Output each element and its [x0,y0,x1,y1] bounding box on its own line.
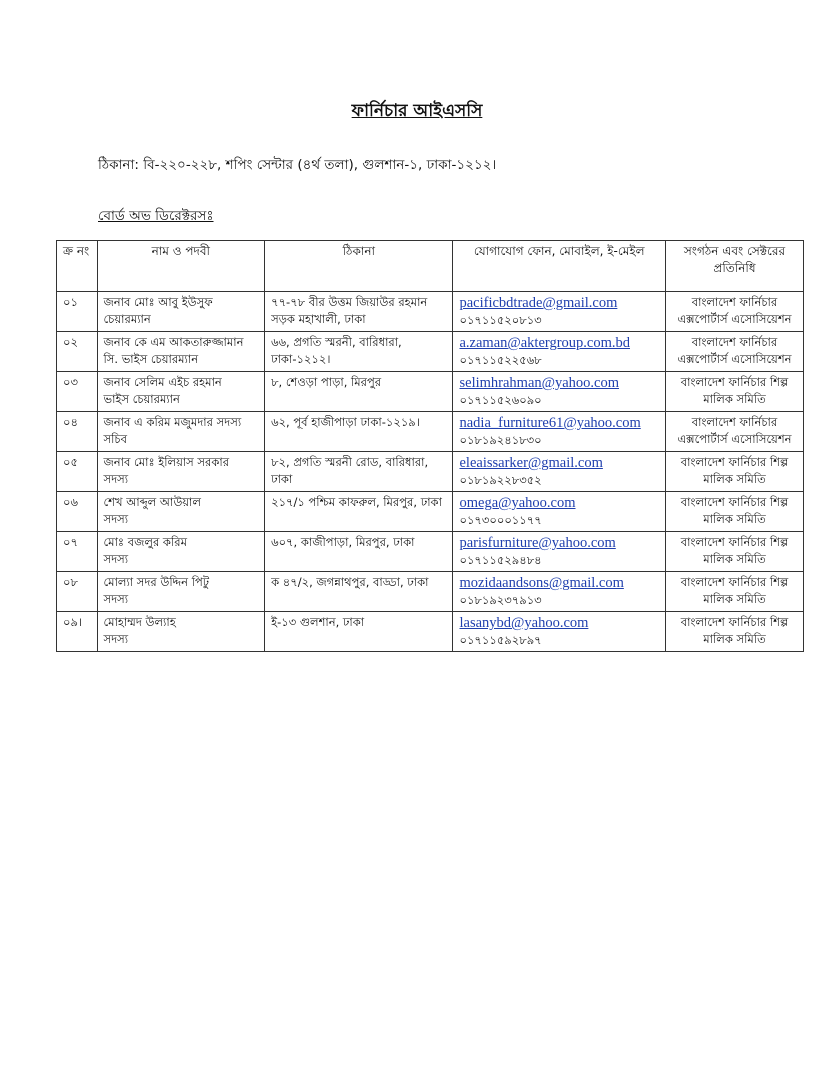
address-cell: ৬০৭, কাজীপাড়া, মিরপুর, ঢাকা [265,532,453,572]
serial: ০৬ [63,495,78,509]
name-cell [97,612,265,652]
phone-number: ০১৭১১৫৯২৮৯৭ [459,633,542,647]
director-name: জনাব কে এম আকতারুজ্জামান [103,335,244,349]
designation: ভাইস চেয়ারম্যান [103,392,180,406]
address-cell: ৭৭-৭৮ বীর উত্তম জিয়াউর রহমান সড়ক মহাখালী, ঢাকা [265,292,453,332]
phone-number: ০১৮১৯২৩৭৯১৩ [459,593,542,607]
serial-cell [57,412,98,452]
org-cell: বাংলাদেশ ফার্নিচার এক্সপোর্টার্স এসোসিয়েশন [665,412,803,452]
contact-cell [453,492,665,532]
director-name: জনাব সেলিম এইচ রহমান [103,375,222,389]
email-link[interactable]: a.zaman@aktergroup.com.bd [459,335,630,351]
phone-number: ০১৮১৯২২৮৩৫২ [459,473,542,487]
table-row [57,612,804,652]
name-cell [97,532,265,572]
email-link[interactable]: parisfurniture@yahoo.com [459,535,616,551]
header-name: নাম ও পদবী [97,241,265,292]
email-link[interactable]: omega@yahoo.com [459,495,576,511]
table-row [57,452,804,492]
header-address: ঠিকানা [265,241,453,292]
phone-number: ০১৭১১৫২২৫৬৮ [459,353,542,367]
serial: ০৭ [63,535,78,549]
email-link[interactable]: pacificbdtrade@gmail.com [459,295,618,311]
org-cell: বাংলাদেশ ফার্নিচার এক্সপোর্টার্স এসোসিয়েশন [665,332,803,372]
contact-cell [453,332,665,372]
serial-cell [57,572,98,612]
address-cell: ই-১৩ গুলশান, ঢাকা [265,612,453,652]
name-cell [97,452,265,492]
serial-cell [57,292,98,332]
org-cell: বাংলাদেশ ফার্নিচার শিল্প মালিক সমিতি [665,372,803,412]
address-cell: ২১৭/১ পশ্চিম কাফরুল, মিরপুর, ঢাকা [265,492,453,532]
director-name: জনাব মোঃ ইলিয়াস সরকার [103,455,230,469]
director-name: জনাব মোঃ আবু ইউসুফ [103,295,213,309]
phone-number: ০১৭৩০০০১১৭৭ [459,513,542,527]
contact-cell [453,372,665,412]
org-cell: বাংলাদেশ ফার্নিচার শিল্প মালিক সমিতি [665,452,803,492]
serial: ০৮ [63,575,78,589]
table-row [57,412,804,452]
contact-cell [453,572,665,612]
serial: ০৫ [63,455,78,469]
table-row [57,292,804,332]
email-link[interactable]: eleaissarker@gmail.com [459,455,603,471]
address-cell: ৬৬, প্রগতি স্মরনী, বারিধারা, ঢাকা-১২১২। [265,332,453,372]
table-row [57,532,804,572]
office-address: ঠিকানা: বি-২২০-২২৮, শপিং সেন্টার (৪র্থ তলা), গুলশান-১, ঢাকা-১২১২। [98,157,497,173]
director-name: শেখ আব্দুল আউয়াল [103,495,201,509]
designation: সদস্য [103,552,129,566]
phone-number: ০১৭১১৫২০৮১৩ [459,313,542,327]
name-cell [97,372,265,412]
serial-cell [57,452,98,492]
serial-cell [57,332,98,372]
serial: ০৩ [63,375,78,389]
serial-cell [57,492,98,532]
org-cell: বাংলাদেশ ফার্নিচার শিল্প মালিক সমিতি [665,572,803,612]
serial-cell [57,532,98,572]
director-name: মোহাম্মদ উল্যাহ [103,615,176,629]
contact-cell [453,412,665,452]
header-org: সংগঠন এবং সেক্টরের প্রতিনিধি [665,241,803,292]
serial-cell [57,612,98,652]
designation: সি. ভাইস চেয়ারম্যান [103,352,199,366]
director-name: মোল্যা সদর উদ্দিন পিটু [103,575,210,589]
serial: ০১ [63,295,78,309]
contact-cell [453,452,665,492]
designation: সদস্য [103,512,129,526]
address-cell: ৮২, প্রগতি স্মরনী রোড, বারিধারা, ঢাকা [265,452,453,492]
org-cell: বাংলাদেশ ফার্নিচার শিল্প মালিক সমিতি [665,532,803,572]
org-cell: বাংলাদেশ ফার্নিচার শিল্প মালিক সমিতি [665,492,803,532]
phone-number: ০১৭১১৫২৯৪৮৪ [459,553,542,567]
director-name: মোঃ বজলুর করিম [103,535,187,549]
address-cell: ৮, শেওড়া পাড়া, মিরপুর [265,372,453,412]
table-row [57,492,804,532]
header-contact: যোগাযোগ ফোন, মোবাইল, ই-মেইল [453,241,665,292]
designation: সদস্য [103,472,129,486]
directors-table [56,240,804,652]
table-row [57,372,804,412]
address-cell: ক ৪৭/২, জগন্নাথপুর, বাড্ডা, ঢাকা [265,572,453,612]
serial: ০৯। [63,615,83,629]
org-cell: বাংলাদেশ ফার্নিচার এক্সপোর্টার্স এসোসিয়েশন [665,292,803,332]
table-row [57,332,804,372]
name-cell [97,492,265,532]
email-link[interactable]: mozidaandsons@gmail.com [459,575,624,591]
designation: চেয়ারম্যান [103,312,151,326]
serial: ০৪ [63,415,78,429]
header-serial: ক্র নং [57,241,98,292]
serial: ০২ [63,335,78,349]
name-cell [97,332,265,372]
email-link[interactable]: lasanybd@yahoo.com [459,615,589,631]
email-link[interactable]: nadia_furniture61@yahoo.com [459,415,641,431]
org-cell: বাংলাদেশ ফার্নিচার শিল্প মালিক সমিতি [665,612,803,652]
phone-number: ০১৭১১৫২৬০৯০ [459,393,542,407]
email-link[interactable]: selimhrahman@yahoo.com [459,375,620,391]
phone-number: ০১৮১৯২৪১৮৩০ [459,433,542,447]
document-title: ফার্নিচার আইএসসি [351,101,483,121]
table-header-row [57,241,804,292]
designation: সচিব [103,432,128,446]
contact-cell [453,532,665,572]
board-heading: বোর্ড অভ ডিরেক্টরসঃ [98,208,214,224]
contact-cell [453,292,665,332]
name-cell [97,572,265,612]
name-cell [97,292,265,332]
address-cell: ৬২, পূর্ব হাজীপাড়া ঢাকা-১২১৯। [265,412,453,452]
table-row [57,572,804,612]
designation: সদস্য [103,632,129,646]
director-name: জনাব এ করিম মজুমদার সদস্য [103,415,242,429]
designation: সদস্য [103,592,129,606]
name-cell [97,412,265,452]
contact-cell [453,612,665,652]
serial-cell [57,372,98,412]
